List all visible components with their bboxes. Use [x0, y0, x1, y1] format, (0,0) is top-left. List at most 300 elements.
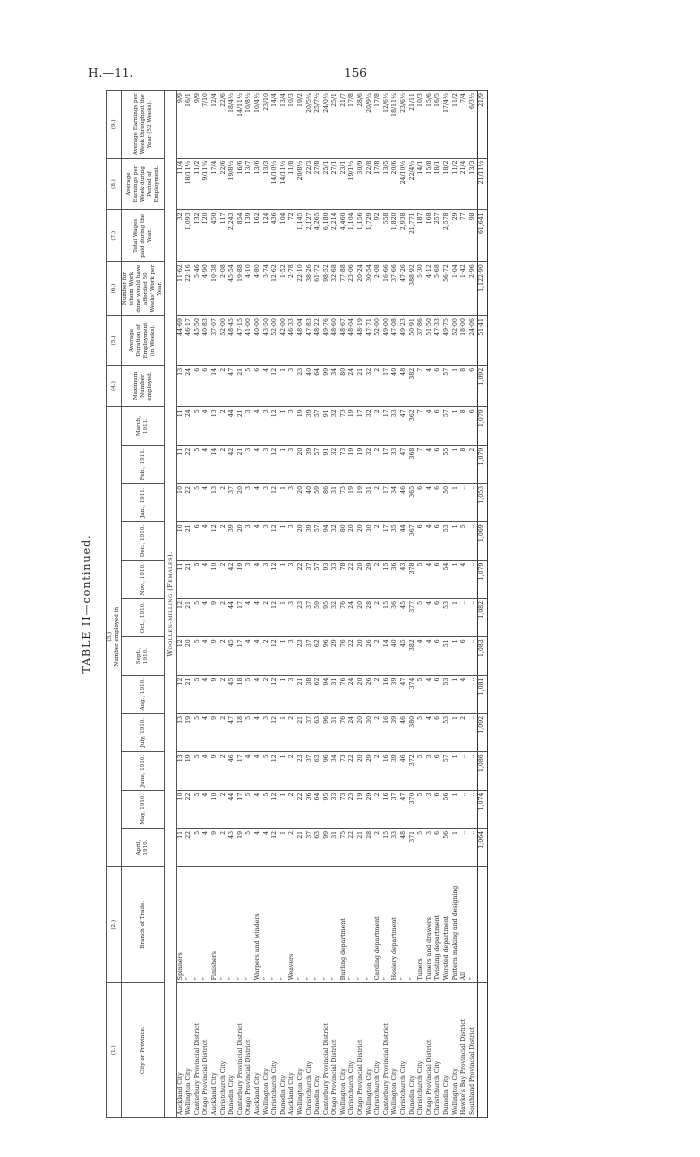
total-wages-cell: 168 — [426, 210, 435, 262]
month-count-cell: 1 — [280, 713, 289, 751]
month-count-cell: 62 — [314, 675, 323, 713]
branch-cell: ” — [400, 867, 409, 983]
month-count-cell: 95 — [323, 598, 332, 636]
branch-cell: ” — [409, 867, 418, 983]
total-wages-cell: 98 — [469, 210, 478, 262]
branch-cell: Worsted department — [443, 867, 452, 983]
avg-period-cell: 27/1 — [331, 158, 340, 210]
month-count-cell: 80 — [340, 522, 349, 560]
max-employed-cell: 80 — [340, 365, 349, 406]
month-header: Nov., 1910. — [122, 560, 165, 598]
month-count-cell: 10 — [176, 483, 185, 521]
month-count-cell: 10 — [176, 522, 185, 560]
month-count-cell: 6 — [460, 637, 469, 675]
avg-duration-cell: 18·00 — [460, 316, 469, 366]
month-count-cell: 1 — [452, 483, 461, 521]
avg-year-cell: 23/6½ — [400, 91, 409, 159]
avg-period-cell: 13/7 — [245, 158, 254, 210]
month-count-cell: 55 — [443, 445, 452, 483]
month-count-cell: 21 — [357, 828, 366, 866]
month-count-cell: 1 — [452, 522, 461, 560]
branch-cell: Burling department — [340, 867, 349, 983]
month-count-cell: 11 — [176, 407, 185, 445]
total-wages-cell: 2,243 — [228, 210, 237, 262]
month-count-cell: 4 — [245, 598, 254, 636]
month-count-cell: 53 — [443, 675, 452, 713]
month-count-cell: 6 — [434, 598, 443, 636]
max-employed-cell: 6 — [194, 365, 203, 406]
page-number: 156 — [344, 66, 367, 80]
month-count-cell: 4 — [426, 445, 435, 483]
colnum-3: (3.) Number employed in — [107, 407, 122, 867]
month-count-cell: 11 — [176, 828, 185, 866]
month-count-cell: 1 — [280, 445, 289, 483]
city-cell: Otago Provincial District — [202, 983, 211, 1118]
month-count-cell: 5 — [417, 790, 426, 828]
month-count-cell: 10 — [176, 790, 185, 828]
month-count-cell: 5 — [417, 713, 426, 751]
month-count-cell: 4 — [202, 713, 211, 751]
avg-year-cell: 16/5 — [434, 91, 443, 159]
month-count-cell: 78 — [340, 560, 349, 598]
total-wages-cell: 132 — [194, 210, 203, 262]
month-count-cell: 4 — [254, 828, 263, 866]
month-count-cell: 5 — [194, 828, 203, 866]
month-count-cell: 1 — [280, 483, 289, 521]
month-count-cell: 5 — [245, 828, 254, 866]
avg-year-cell: 12/4 — [211, 91, 220, 159]
max-employed-cell: 99 — [323, 365, 332, 406]
table-row — [391, 91, 400, 1118]
max-employed-cell: 24 — [185, 365, 194, 406]
max-employed-cell: 7 — [417, 365, 426, 406]
month-count-cell: 24 — [348, 598, 357, 636]
month-count-cell: .. — [469, 713, 478, 751]
branch-cell: ” — [314, 867, 323, 983]
table-row — [323, 91, 332, 1118]
branch-cell: ” — [202, 867, 211, 983]
month-count-cell: 57 — [443, 752, 452, 790]
month-count-cell: 31 — [366, 483, 375, 521]
max-employed-cell: 57 — [443, 365, 452, 406]
avg-period-cell: 22/3 — [306, 158, 315, 210]
month-count-cell: 17 — [237, 752, 246, 790]
month-count-cell: 12 — [271, 598, 280, 636]
month-header: Feb., 1911. — [122, 445, 165, 483]
month-count-cell: 4 — [426, 522, 435, 560]
month-count-cell: 37 — [391, 790, 400, 828]
weeks-50-cell: 4·12 — [426, 262, 435, 316]
month-count-cell: .. — [469, 483, 478, 521]
month-count-cell: 378 — [409, 560, 418, 598]
month-count-cell: 16 — [383, 675, 392, 713]
month-count-cell: 4 — [202, 790, 211, 828]
month-count-cell: 11 — [176, 445, 185, 483]
city-cell: Christchurch City — [374, 983, 383, 1118]
city-cell: Dunedin City — [280, 983, 289, 1118]
avg-duration-cell: 49·23 — [400, 316, 409, 366]
weeks-50-cell: 4·10 — [245, 262, 254, 316]
month-count-cell: .. — [460, 483, 469, 521]
weeks-50-cell: 56·72 — [443, 262, 452, 316]
avg-year-cell: 15/6 — [426, 91, 435, 159]
month-count-cell: 20 — [297, 522, 306, 560]
month-count-cell: 4 — [202, 752, 211, 790]
table-row — [452, 91, 461, 1118]
avg-year-cell: 10/8½ — [245, 91, 254, 159]
month-count-cell: 32 — [331, 598, 340, 636]
city-cell: Auckland City — [176, 983, 185, 1118]
total-month-cell: 1,081 — [478, 675, 488, 713]
month-count-cell: 44 — [228, 407, 237, 445]
avg-duration-cell: 48·04 — [297, 316, 306, 366]
month-count-cell: 28 — [366, 598, 375, 636]
month-count-cell: 5 — [194, 752, 203, 790]
table-row — [288, 91, 297, 1118]
month-count-cell: 20 — [297, 445, 306, 483]
avg-duration-cell: 49·76 — [323, 316, 332, 366]
avg-duration-cell: 48·19 — [357, 316, 366, 366]
month-count-cell: 5 — [417, 752, 426, 790]
month-count-cell: 1 — [280, 598, 289, 636]
avg-year-cell: 10/4½ — [254, 91, 263, 159]
avg-year-cell: 13/4 — [280, 91, 289, 159]
branch-cell: ” — [263, 867, 272, 983]
avg-year-cell: 17/8 — [348, 91, 357, 159]
max-employed-cell: 6 — [254, 365, 263, 406]
month-count-cell: 24 — [185, 407, 194, 445]
branch-cell: ” — [237, 867, 246, 983]
month-count-cell: 37 — [306, 713, 315, 751]
month-count-cell: 44 — [400, 522, 409, 560]
month-count-cell: 29 — [366, 790, 375, 828]
avg-duration-cell: 45·50 — [194, 316, 203, 366]
month-count-cell: 3 — [263, 560, 272, 598]
total-month-cell: 1,074 — [478, 790, 488, 828]
colnum-5: (5.) — [107, 316, 122, 366]
month-count-cell: 2 — [374, 483, 383, 521]
month-count-cell: 4 — [426, 598, 435, 636]
avg-period-cell: 11/8 — [288, 158, 297, 210]
branch-cell: Finishers — [211, 867, 220, 983]
city-cell: Otago Provincial District — [245, 983, 254, 1118]
avg-duration-cell: 52·00 — [374, 316, 383, 366]
month-count-cell: 5 — [263, 790, 272, 828]
month-count-cell: 2 — [374, 598, 383, 636]
max-employed-cell: 13 — [176, 365, 185, 406]
month-count-cell: 91 — [323, 407, 332, 445]
city-cell: Wellington City — [263, 983, 272, 1118]
avg-period-cell: 13/5 — [383, 158, 392, 210]
month-count-cell: 76 — [340, 637, 349, 675]
month-count-cell: 99 — [323, 828, 332, 866]
month-count-cell: 20 — [357, 675, 366, 713]
month-count-cell: 2 — [220, 713, 229, 751]
month-count-cell: 45 — [400, 637, 409, 675]
month-count-cell: 6 — [434, 522, 443, 560]
month-count-cell: 23 — [297, 637, 306, 675]
total-wages-cell: 124 — [263, 210, 272, 262]
month-count-cell: 4 — [426, 483, 435, 521]
month-count-cell: 21 — [237, 407, 246, 445]
month-count-cell: 6 — [194, 522, 203, 560]
month-count-cell: 3 — [263, 483, 272, 521]
month-count-cell: 20 — [185, 637, 194, 675]
month-count-cell: 46 — [400, 752, 409, 790]
month-count-cell: 20 — [357, 598, 366, 636]
month-count-cell: 372 — [409, 752, 418, 790]
avg-year-cell: 21/7 — [340, 91, 349, 159]
city-cell: Southland Provincial District — [469, 983, 478, 1118]
month-count-cell: 5 — [194, 598, 203, 636]
max-employed-cell: 23 — [297, 365, 306, 406]
month-count-cell: 3 — [263, 522, 272, 560]
avg-year-cell: 21/11 — [409, 91, 418, 159]
month-count-cell: 42 — [228, 560, 237, 598]
month-count-cell: 9 — [211, 598, 220, 636]
table-body — [165, 91, 488, 1118]
month-count-cell: 31 — [331, 713, 340, 751]
avg-period-cell: 23/1 — [340, 158, 349, 210]
month-count-cell: 2 — [288, 752, 297, 790]
total-wages-cell: 77 — [460, 210, 469, 262]
weeks-50-cell: 11·62 — [176, 262, 185, 316]
month-count-cell: 16 — [383, 713, 392, 751]
table-row — [228, 91, 237, 1118]
branch-cell: ” — [194, 867, 203, 983]
city-cell: Auckland City — [288, 983, 297, 1118]
month-count-cell: 1 — [452, 637, 461, 675]
weeks-50-cell: 37·66 — [391, 262, 400, 316]
table-row — [271, 91, 280, 1118]
employed-group-header: Number employed in — [114, 606, 120, 667]
month-count-cell: 16 — [383, 790, 392, 828]
table-row — [426, 91, 435, 1118]
month-count-cell: 36 — [391, 560, 400, 598]
month-count-cell: 5 — [194, 790, 203, 828]
avg-year-cell: 22/6 — [220, 91, 229, 159]
month-count-cell: 377 — [409, 598, 418, 636]
total-wages-cell: 436 — [271, 210, 280, 262]
month-count-cell: 53 — [443, 598, 452, 636]
month-count-cell: 4 — [245, 752, 254, 790]
weeks-50-cell: 4·90 — [202, 262, 211, 316]
month-count-cell: 4 — [426, 675, 435, 713]
colnum-7: (7.) — [107, 210, 122, 262]
month-count-cell: 1 — [452, 560, 461, 598]
month-count-cell: 4 — [426, 637, 435, 675]
city-cell: Christchurch City — [306, 983, 315, 1118]
month-count-cell: 3 — [288, 675, 297, 713]
month-count-cell: 20 — [357, 560, 366, 598]
month-count-cell: 22 — [185, 790, 194, 828]
city-cell: Otago Provincial District — [426, 983, 435, 1118]
month-count-cell: .. — [460, 828, 469, 866]
month-count-cell: 5 — [194, 637, 203, 675]
month-count-cell: 4 — [426, 713, 435, 751]
weeks-50-cell: 22·16 — [185, 262, 194, 316]
avg-year-cell: 18/11¼ — [391, 91, 400, 159]
month-count-cell: 2 — [288, 790, 297, 828]
month-count-cell: 4 — [202, 407, 211, 445]
month-count-cell: 1 — [452, 752, 461, 790]
month-count-cell: .. — [469, 828, 478, 866]
avg-duration-cell: 43·50 — [263, 316, 272, 366]
month-count-cell: 1 — [280, 522, 289, 560]
section-title: Woollen-milling (Females). — [165, 91, 177, 1118]
month-count-cell: 15 — [383, 560, 392, 598]
month-count-cell: 21 — [297, 675, 306, 713]
month-header: March, 1911. — [122, 407, 165, 445]
month-count-cell: 57 — [314, 445, 323, 483]
avg-year-cell: 19/2 — [297, 91, 306, 159]
total-month-cell: 1,086 — [478, 752, 488, 790]
total-wages-cell: 104 — [280, 210, 289, 262]
max-employed-cell: 1 — [280, 365, 289, 406]
total-wages-cell: 1,820 — [391, 210, 400, 262]
month-count-cell: 12 — [271, 560, 280, 598]
month-count-cell: .. — [469, 790, 478, 828]
weeks-50-header: Number for whom Work done would have afforded 50 Weeks' Work per Year. — [122, 262, 165, 316]
max-employed-cell: 5 — [245, 365, 254, 406]
month-count-cell: 47 — [400, 790, 409, 828]
avg-duration-cell: 48·60 — [331, 316, 340, 366]
month-count-cell: 6 — [417, 522, 426, 560]
month-count-cell: 63 — [314, 752, 323, 790]
weeks-50-cell: 61·72 — [314, 262, 323, 316]
weeks-50-cell: 5·68 — [434, 262, 443, 316]
month-count-cell: 30 — [366, 713, 375, 751]
avg-period-cell: 17/4 — [211, 158, 220, 210]
table-row — [469, 91, 478, 1118]
month-count-cell: 3 — [245, 522, 254, 560]
month-count-cell: 12 — [271, 407, 280, 445]
avg-duration-cell: 48·45 — [228, 316, 237, 366]
avg-year-cell: 20/9¾ — [366, 91, 375, 159]
month-count-cell: 34 — [331, 752, 340, 790]
month-count-cell: 1 — [452, 713, 461, 751]
month-count-cell: 2 — [220, 445, 229, 483]
branch-cell: Tuners and drawers — [426, 867, 435, 983]
month-count-cell: 1 — [280, 752, 289, 790]
avg-period-cell: 22/8 — [366, 158, 375, 210]
branch-cell: ” — [220, 867, 229, 983]
month-count-cell: 12 — [211, 522, 220, 560]
month-count-cell: 4 — [202, 598, 211, 636]
month-count-cell: 13 — [211, 483, 220, 521]
month-count-cell: 59 — [314, 598, 323, 636]
max-employed-cell: 6 — [469, 365, 478, 406]
total-wages-cell: 1,104 — [348, 210, 357, 262]
month-count-cell: 7 — [417, 407, 426, 445]
total-wages-cell: 32 — [176, 210, 185, 262]
avg-period-cell: 11/2 — [194, 158, 203, 210]
month-count-cell: 1 — [452, 407, 461, 445]
city-cell: Wellington City — [185, 983, 194, 1118]
month-count-cell: 3 — [426, 752, 435, 790]
table-row — [417, 91, 426, 1118]
max-employed-cell: 21 — [237, 365, 246, 406]
avg-period-cell: 13/3 — [263, 158, 272, 210]
month-count-cell: 37 — [306, 828, 315, 866]
month-count-cell: 30 — [366, 522, 375, 560]
month-count-cell: 63 — [314, 713, 323, 751]
city-cell: Canterbury Provincial District — [383, 983, 392, 1118]
city-cell: Wellington City — [452, 983, 461, 1118]
weeks-50-cell: 10·38 — [211, 262, 220, 316]
month-count-cell: 20 — [237, 483, 246, 521]
colnum-6: (6.) — [107, 262, 122, 316]
month-count-cell: 1 — [452, 445, 461, 483]
total-month-cell: 1,092 — [478, 713, 488, 751]
month-count-cell: 17 — [237, 598, 246, 636]
rotated-table-stage — [80, 90, 690, 1118]
avg-year-cell: 11/2 — [452, 91, 461, 159]
month-count-cell: 12 — [176, 675, 185, 713]
avg-year-cell: 20/5¾ — [306, 91, 315, 159]
month-count-cell: 31 — [331, 483, 340, 521]
month-count-cell: 15 — [383, 828, 392, 866]
branch-cell: Weavers — [288, 867, 297, 983]
month-count-cell: 62 — [314, 637, 323, 675]
month-count-cell: 20 — [297, 483, 306, 521]
city-cell: Christchurch City — [400, 983, 409, 1118]
month-count-cell: 39 — [391, 675, 400, 713]
weeks-50-cell: 19·88 — [237, 262, 246, 316]
month-count-cell: 17 — [383, 445, 392, 483]
table-head — [107, 91, 165, 1118]
table-row — [331, 91, 340, 1118]
month-count-cell: 17 — [383, 483, 392, 521]
month-count-cell: 362 — [409, 407, 418, 445]
weeks-50-cell: 1·04 — [452, 262, 461, 316]
avg-year-cell: 12/6½ — [383, 91, 392, 159]
total-wages-cell: 1,729 — [366, 210, 375, 262]
month-count-cell: 5 — [417, 598, 426, 636]
month-count-cell: 6 — [434, 752, 443, 790]
table-row — [237, 91, 246, 1118]
month-count-cell: 4 — [254, 752, 263, 790]
month-count-cell: 12 — [271, 522, 280, 560]
month-count-cell: 6 — [434, 483, 443, 521]
table-row — [297, 91, 306, 1118]
weeks-50-cell: 45·54 — [228, 262, 237, 316]
month-count-cell: 6 — [434, 637, 443, 675]
month-count-cell: 3 — [288, 407, 297, 445]
month-count-cell: 45 — [228, 675, 237, 713]
month-count-cell: 75 — [340, 828, 349, 866]
avg-year-cell: 9/9 — [176, 91, 185, 159]
month-count-cell: 5 — [245, 675, 254, 713]
month-count-cell: 39 — [306, 522, 315, 560]
max-employed-cell: 3 — [288, 365, 297, 406]
month-count-cell: .. — [469, 598, 478, 636]
month-count-cell: 53 — [443, 713, 452, 751]
city-cell: Canterbury Provincial District — [194, 983, 203, 1118]
month-count-cell: 76 — [340, 598, 349, 636]
month-count-cell: 17 — [237, 790, 246, 828]
avg-duration-cell: 52·00 — [220, 316, 229, 366]
month-count-cell: 22 — [297, 560, 306, 598]
month-count-cell: 4 — [460, 560, 469, 598]
month-count-cell: .. — [469, 675, 478, 713]
month-count-cell: 93 — [323, 560, 332, 598]
avg-period-cell: 20/6 — [391, 158, 400, 210]
total-wages-cell: 558 — [383, 210, 392, 262]
table-title: TABLE II—continued. — [80, 534, 93, 674]
total-month-cell: 1,069 — [478, 522, 488, 560]
month-count-cell: 16 — [383, 752, 392, 790]
